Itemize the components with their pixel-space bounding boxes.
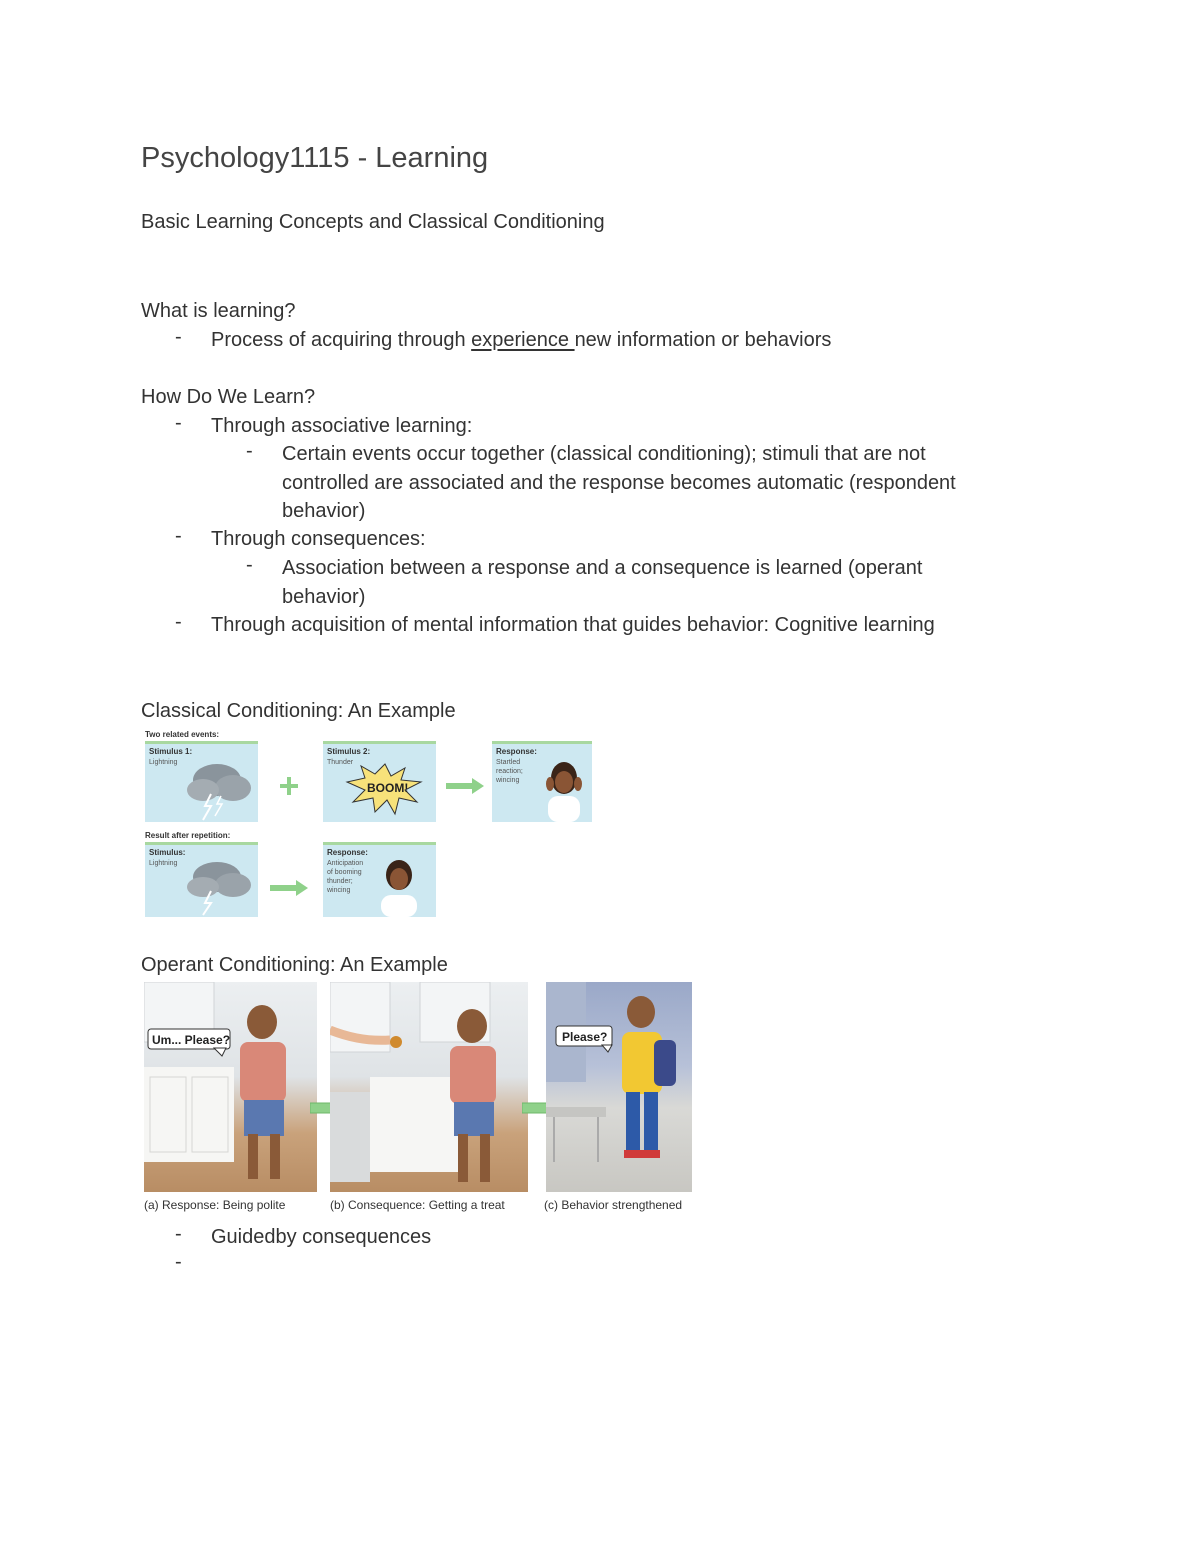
bullet-dash: -	[175, 1251, 182, 1273]
storm-cloud-icon	[145, 744, 258, 822]
page-title: Psychology1115 - Learning	[141, 142, 489, 174]
panel-sub: Anticipation of booming thunder; wincing	[327, 860, 364, 894]
panel-stimulus-lightning	[145, 741, 258, 822]
classical-conditioning-figure	[142, 728, 595, 918]
definition-text-before: Process of acquiring through	[211, 329, 472, 351]
page-subtitle: Basic Learning Concepts and Classical Conditioning	[141, 211, 605, 233]
subbullet-classical: Certain events occur together (classical conditioning); stimuli that are not controlled are associated and the response becomes automatic (respondent behavior)	[282, 443, 956, 522]
bullet-dash: -	[175, 1223, 182, 1245]
panel-title: Response:	[327, 848, 368, 857]
bullet-definition	[211, 326, 831, 355]
operant-conditioning-figure	[142, 982, 694, 1216]
treat-boy-illustration	[330, 982, 528, 1192]
caption-a: (a) Response: Being polite	[144, 1198, 286, 1212]
bullet-dash: -	[246, 554, 253, 576]
definition-text-after: new information or behaviors	[574, 329, 832, 351]
bullet-dash: -	[175, 326, 182, 348]
panel-title: Stimulus:	[149, 848, 186, 857]
bullet-dash: -	[175, 611, 182, 633]
panel-response-anticipation	[323, 842, 436, 917]
panel-title: Stimulus 1:	[149, 747, 193, 756]
heading-how-do-we-learn: How Do We Learn?	[141, 386, 316, 408]
plus-icon	[278, 775, 300, 797]
bullet-cognitive: Through acquisition of mental information that guides behavior: Cognitive learning	[211, 614, 935, 636]
heading-operant-example: Operant Conditioning: An Example	[141, 954, 448, 976]
bullet-dash: -	[246, 440, 253, 462]
panel-title: Response:	[496, 747, 537, 756]
bullet-associative: Through associative learning:	[211, 415, 473, 437]
bullet-dash: -	[175, 525, 182, 547]
bullet-guided-by-consequences: Guidedby consequences	[211, 1226, 432, 1248]
panel-sub: Thunder	[327, 759, 354, 766]
speech-bubble-c: Please?	[562, 1030, 608, 1044]
boom-label: BOOM!	[367, 781, 409, 795]
kitchen-boy-illustration	[144, 982, 317, 1192]
row1-label: Two related events:	[145, 730, 220, 739]
panel-sub: Startled reaction; wincing	[496, 759, 523, 784]
arrow-right-icon	[446, 776, 486, 796]
photo-behavior-strengthened	[546, 982, 692, 1192]
wincing-woman-icon	[492, 744, 592, 822]
panel-sub: Lightning	[149, 759, 178, 766]
arrow-right-icon	[270, 878, 310, 898]
panel-title: Stimulus 2:	[327, 747, 371, 756]
heading-what-is-learning: What is learning?	[141, 300, 296, 322]
panel-sub: Lightning	[149, 860, 178, 867]
bullet-consequences: Through consequences:	[211, 528, 426, 550]
subbullet-operant: Association between a response and a consequence is learned (operant behavior)	[282, 557, 923, 608]
caption-c: (c) Behavior strengthened	[544, 1198, 683, 1212]
row2-label: Result after repetition:	[145, 831, 231, 840]
anticipating-woman-icon	[323, 845, 436, 917]
heading-classical-example: Classical Conditioning: An Example	[141, 700, 456, 722]
experience-link[interactable]: experience	[471, 329, 575, 351]
panel-stimulus-thunder	[323, 741, 436, 822]
panel-stimulus-lightning-result	[145, 842, 258, 917]
photo-response-being-polite	[144, 982, 317, 1192]
storm-cloud-icon	[145, 845, 258, 917]
bullet-dash: -	[175, 412, 182, 434]
caption-b: (b) Consequence: Getting a treat	[330, 1198, 505, 1212]
photo-consequence-treat	[330, 982, 528, 1192]
speech-bubble-a: Um... Please?	[152, 1033, 231, 1047]
school-boy-illustration	[546, 982, 692, 1192]
panel-response-startled	[492, 741, 592, 822]
